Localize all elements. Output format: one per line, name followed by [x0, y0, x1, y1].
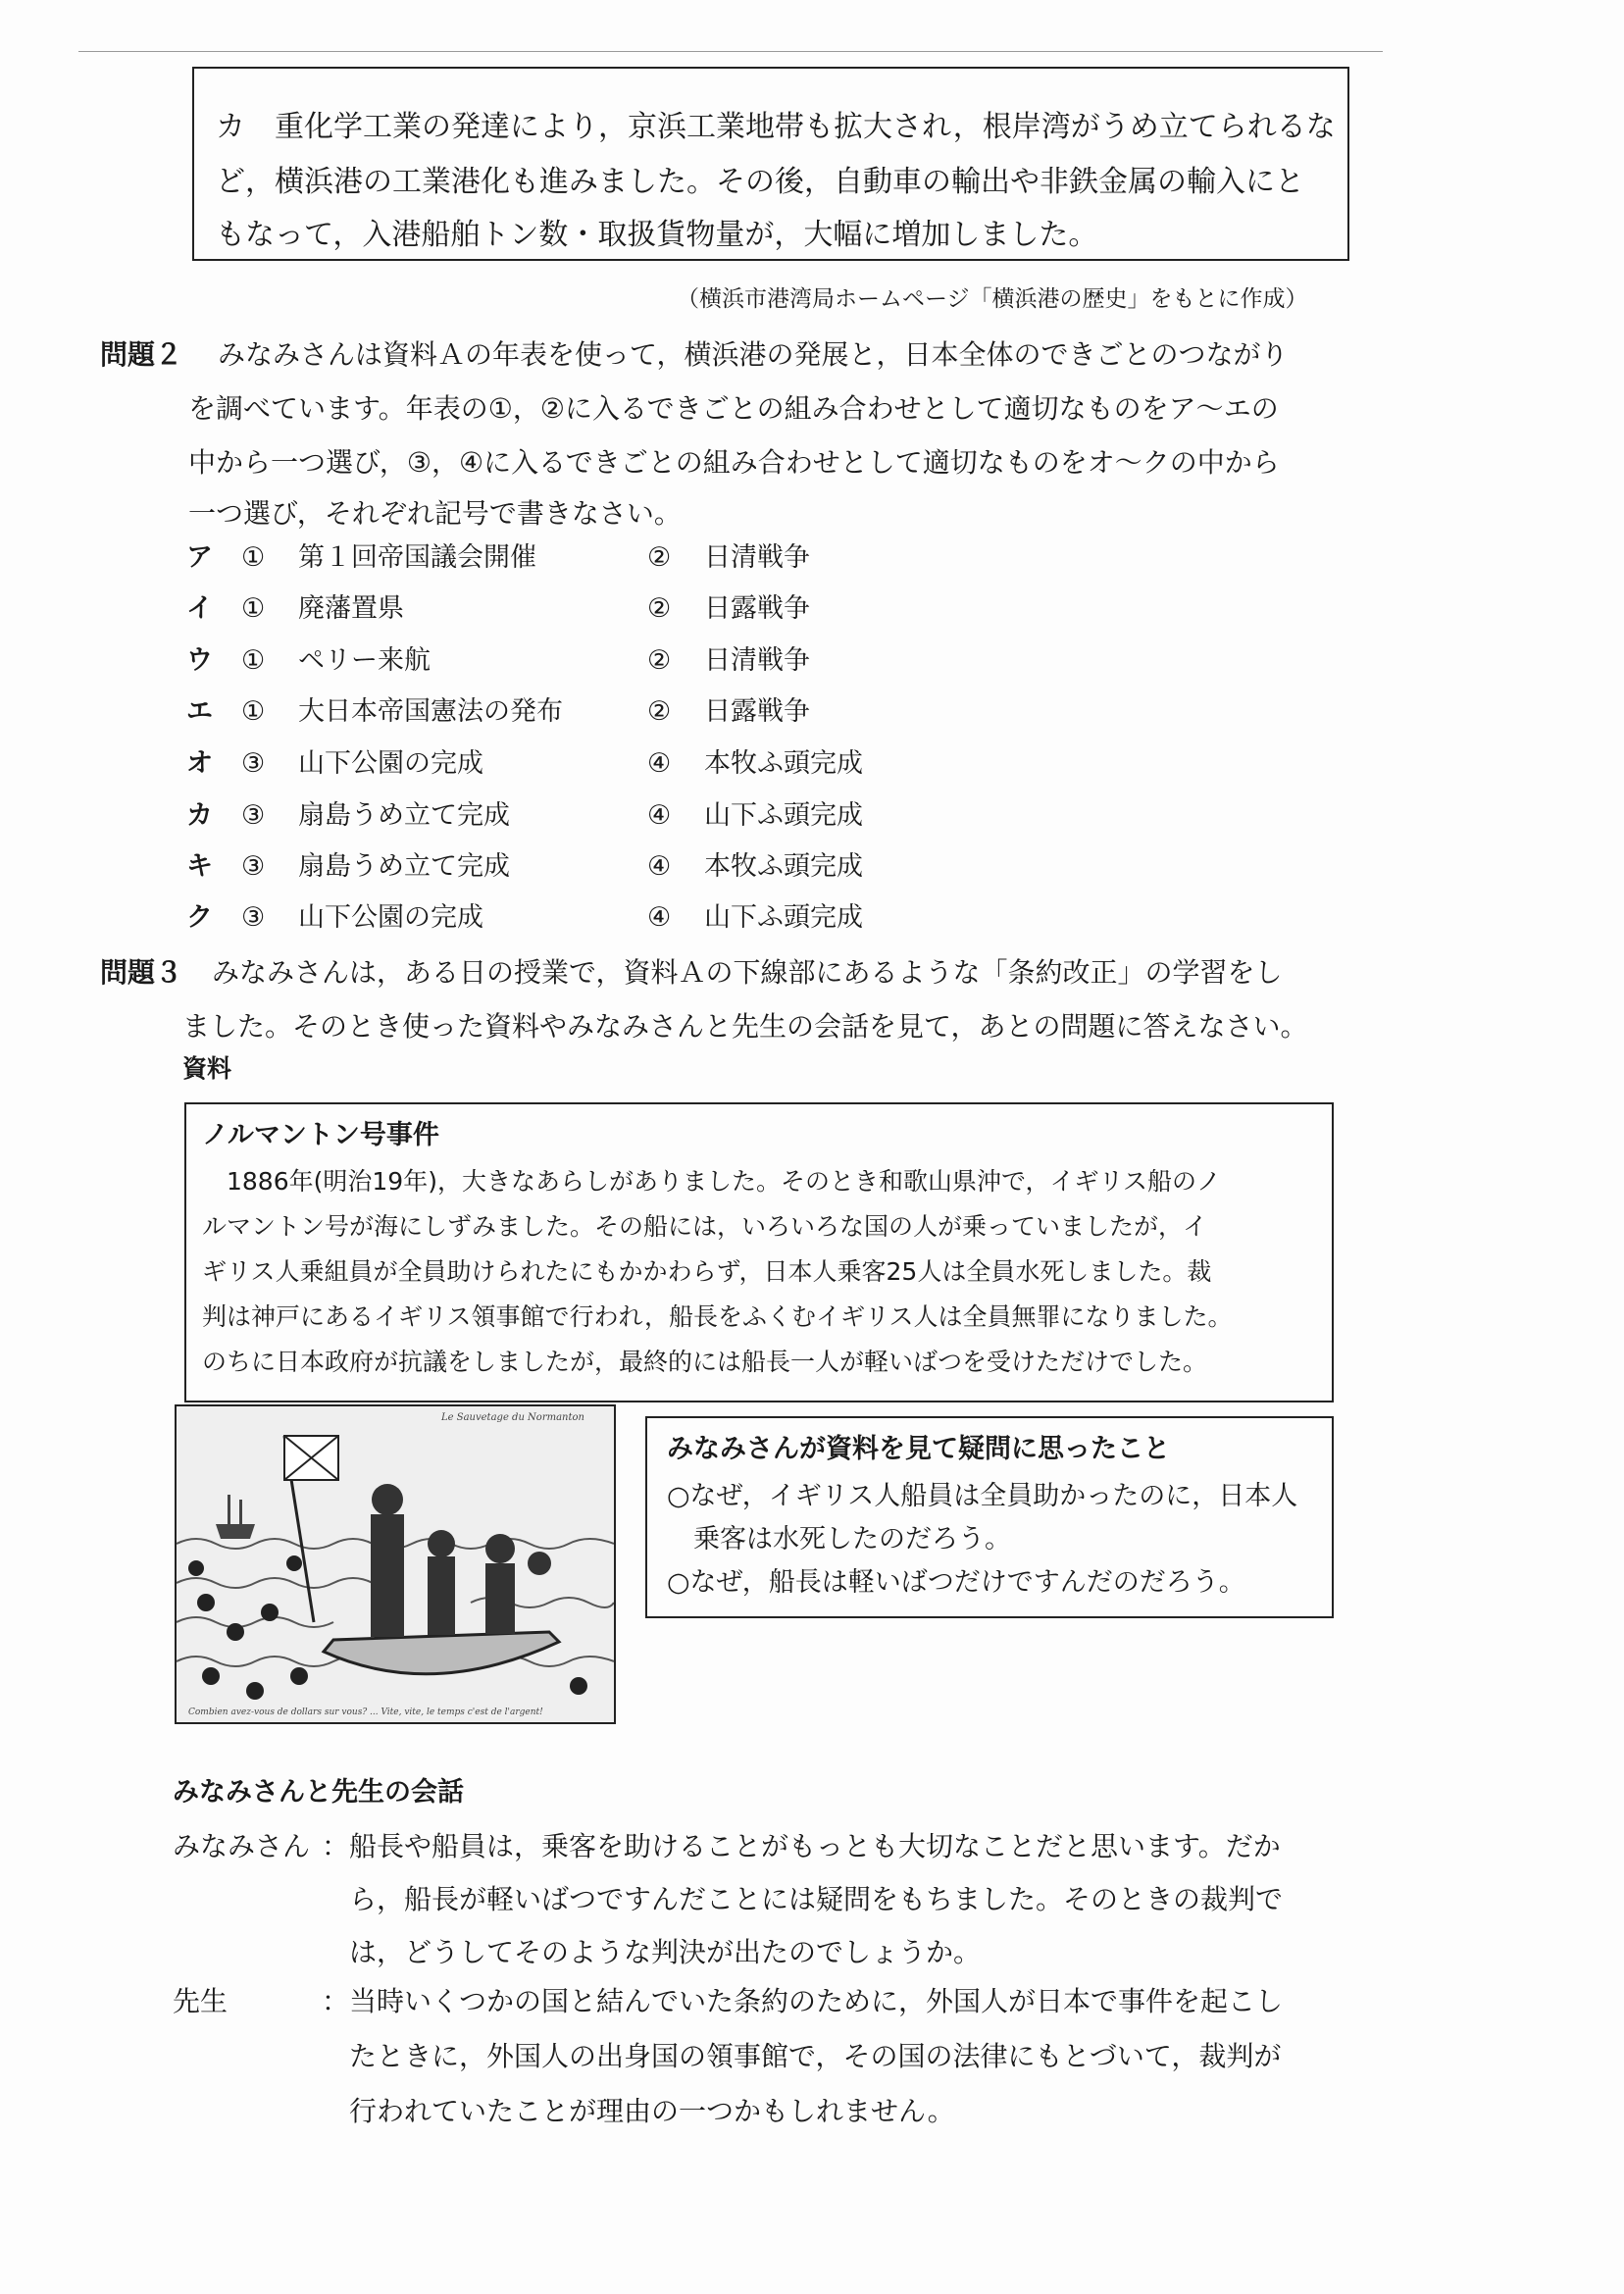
turn-line: ：船長や船員は，乗客を助けることがもっとも大切なことだと思います。だか	[322, 1830, 1281, 1862]
turn-line: たときに，外国人の出身国の領事館で，その国の法律にもとづいて，裁判が	[322, 2040, 1282, 2072]
doubt-line: ○なぜ，イギリス人船員は全員助かったのに，日本人	[667, 1481, 1298, 1511]
option-num2: ④	[647, 851, 672, 882]
q3-line: みなみさんは，ある日の授業で，資料Ａの下線部にあるような「条約改正」の学習をし	[212, 956, 1283, 989]
option-letter: オ	[186, 748, 213, 779]
doubts-title: みなみさんが資料を見て疑問に思ったこと	[667, 1434, 1170, 1464]
q2-line: 一つ選び，それぞれ記号で書きなさい。	[188, 497, 682, 530]
normanton-cartoon-illustration	[175, 1404, 616, 1724]
option-event2: 本牧ふ頭完成	[704, 748, 863, 779]
option-event2: 日露戦争	[704, 696, 810, 727]
normanton-box	[184, 1102, 1334, 1402]
q3-label: 問題３	[100, 956, 183, 989]
doubt-line: 乗客は水死したのだろう。	[667, 1524, 1011, 1555]
option-event2: 日清戦争	[704, 645, 810, 676]
option-letter: ア	[186, 542, 213, 573]
option-num1: ①	[241, 593, 266, 624]
option-event1: 扇島うめ立て完成	[298, 800, 510, 831]
option-letter: ウ	[186, 645, 213, 676]
option-event1: 大日本帝国憲法の発布	[298, 696, 563, 727]
turn-line: ：当時いくつかの国と結んでいた条約のために，外国人が日本で事件を起こし	[322, 1985, 1284, 2017]
doubts-box	[645, 1416, 1334, 1618]
q2-line: 中から一つ選び，③，④に入るできごとの組み合わせとして適切なものをオ〜クの中から	[188, 446, 1280, 479]
svg-text:Le Sauvetage du Normanton: Le Sauvetage du Normanton	[441, 1412, 584, 1423]
top-box-line: もなって，入港船舶トン数・取扱貨物量が，大幅に増加しました。	[216, 218, 1098, 252]
option-num1: ①	[241, 645, 266, 676]
normanton-line: ルマントン号が海にしずみました。その船には，いろいろな国の人が乗っていましたが，イ	[202, 1212, 1208, 1241]
option-event2: 日清戦争	[704, 542, 810, 573]
normanton-line: のちに日本政府が抗議をしましたが，最終的には船長一人が軽いばつを受けただけでした。	[202, 1348, 1208, 1376]
option-num2: ②	[647, 593, 672, 624]
option-num2: ②	[647, 542, 672, 573]
option-num1: ③	[241, 800, 266, 831]
source-citation: （横浜市港湾局ホームページ「横浜港の歴史」をもとに作成）	[677, 286, 1308, 312]
shiryo-label: 資料	[182, 1054, 232, 1083]
svg-text:Combien avez-vous de dollars s: Combien avez-vous de dollars sur vous? ... Vite, vite, le temps c'est de l'argent!	[188, 1708, 543, 1717]
speaker-teacher: 先生	[173, 1985, 228, 2017]
q2-label: 問題２	[100, 338, 183, 371]
option-event2: 本牧ふ頭完成	[704, 851, 863, 882]
option-num2: ④	[647, 800, 672, 831]
conversation-title: みなみさんと先生の会話	[173, 1777, 464, 1808]
q2-line: みなみさんは資料Ａの年表を使って，横浜港の発展と，日本全体のできごとのつながり	[218, 338, 1289, 371]
cartoon-drawing	[177, 1406, 614, 1722]
turn-line: 行われていたことが理由の一つかもしれません。	[322, 2095, 955, 2127]
option-num1: ③	[241, 748, 266, 779]
normanton-line: 1886年(明治19年)，大きなあらしがありました。そのとき和歌山県沖で，イギリス船のノ	[202, 1167, 1221, 1196]
option-num1: ①	[241, 696, 266, 727]
option-event2: 山下ふ頭完成	[704, 902, 863, 933]
option-letter: エ	[186, 696, 213, 727]
option-letter: ク	[186, 902, 213, 933]
q3-line: ました。そのとき使った資料やみなみさんと先生の会話を見て，あとの問題に答えなさい。	[182, 1010, 1308, 1043]
option-event2: 日露戦争	[704, 593, 810, 624]
top-box-line: カ 重化学工業の発達により，京浜工業地帯も拡大され，根岸湾がうめ立てられるな	[216, 110, 1336, 144]
doubt-line: ○なぜ，船長は軽いばつだけですんだのだろう。	[667, 1567, 1245, 1598]
option-num2: ④	[647, 748, 672, 779]
option-event1: 山下公園の完成	[298, 902, 483, 933]
turn-line: ら，船長が軽いばつですんだことには疑問をもちました。そのときの裁判で	[322, 1883, 1284, 1915]
top-box-ka	[192, 67, 1349, 261]
option-num2: ②	[647, 696, 672, 727]
option-letter: キ	[186, 851, 213, 882]
option-event1: ペリー来航	[298, 645, 431, 676]
normanton-title: ノルマントン号事件	[202, 1120, 439, 1150]
option-event1: 第１回帝国議会開催	[298, 542, 536, 573]
option-num1: ③	[241, 851, 266, 882]
option-num1: ③	[241, 902, 266, 933]
turn-line: は，どうしてそのような判決が出たのでしょうか。	[322, 1936, 982, 1968]
option-num2: ④	[647, 902, 672, 933]
option-event2: 山下ふ頭完成	[704, 800, 863, 831]
option-letter: カ	[186, 800, 213, 831]
option-num2: ②	[647, 645, 672, 676]
normanton-line: 判は神戸にあるイギリス領事館で行われ，船長をふくむイギリス人は全員無罪になりました。	[202, 1302, 1233, 1331]
option-event1: 廃藩置県	[298, 593, 404, 624]
top-rule	[78, 51, 1383, 52]
option-num1: ①	[241, 542, 266, 573]
speaker-minami: みなみさん	[173, 1830, 311, 1862]
top-box-line: ど，横浜港の工業港化も進みました。その後，自動車の輸出や非鉄金属の輸入にと	[216, 165, 1304, 199]
option-event1: 扇島うめ立て完成	[298, 851, 510, 882]
option-letter: イ	[186, 593, 213, 624]
q2-line: を調べています。年表の①，②に入るできごとの組み合わせとして適切なものをア〜エの	[188, 392, 1279, 425]
option-event1: 山下公園の完成	[298, 748, 483, 779]
normanton-line: ギリス人乗組員が全員助けられたにもかかわらず，日本人乗客25人は全員水死しました。裁	[202, 1257, 1212, 1286]
